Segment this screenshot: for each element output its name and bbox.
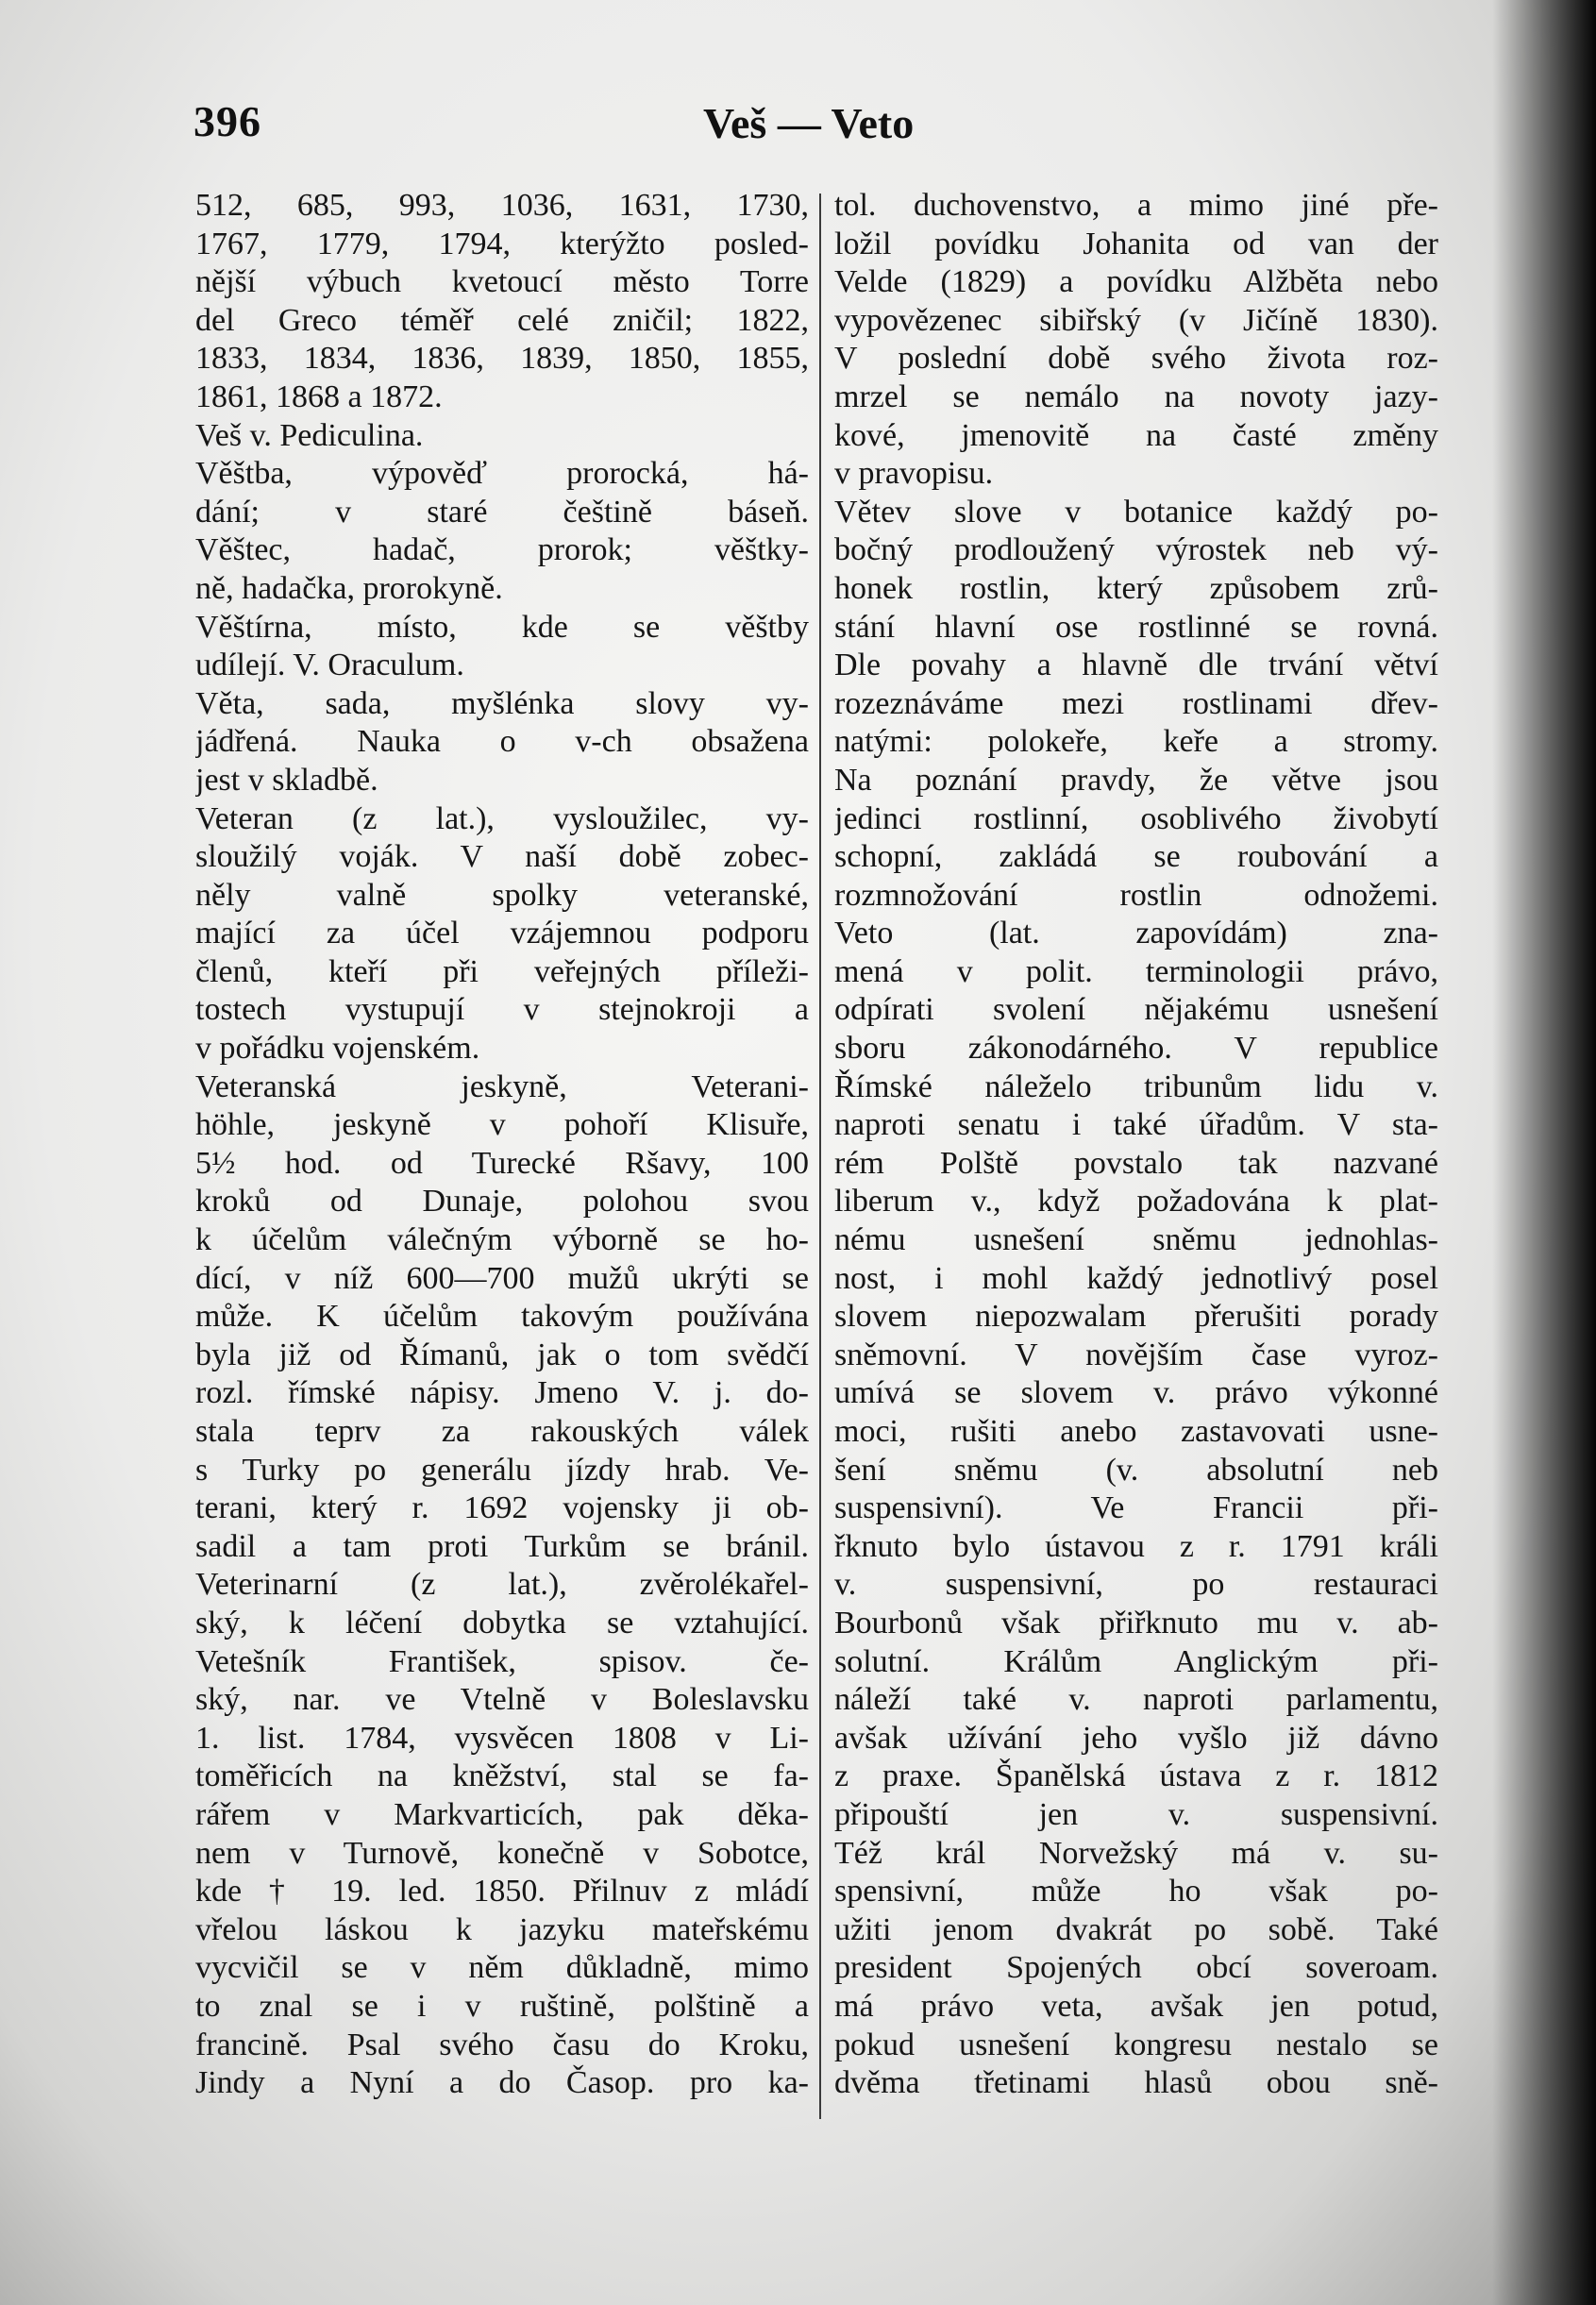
text-line: 5½ hod. od Turecké Ršavy, 100 bbox=[195, 1145, 809, 1181]
text-line: náleží také v. naproti parlamentu, bbox=[834, 1682, 1438, 1718]
text-line: v pravopisu. bbox=[834, 456, 994, 492]
text-line: vycvičil se v něm důkladně, mimo bbox=[195, 1950, 809, 1986]
text-line: ský, nar. ve Vtelně v Boleslavsku bbox=[195, 1682, 809, 1718]
text-line: odpírati svolení nějakému usnešení bbox=[834, 992, 1438, 1028]
text-line: naproti senatu i také úřadům. V sta- bbox=[834, 1107, 1438, 1143]
text-line: nem v Turnově, konečně v Sobotce, bbox=[195, 1835, 809, 1871]
text-line: kde † 19. led. 1850. Přilnuv z mládí bbox=[195, 1874, 809, 1910]
text-line: dící, v níž 600—700 mužů ukrýti se bbox=[195, 1260, 809, 1296]
page-header bbox=[193, 96, 1439, 162]
right-column bbox=[834, 187, 1438, 2103]
text-line: toměřicích na kněžství, stal se fa- bbox=[195, 1758, 809, 1794]
text-line: v. suspensivní, po restauraci bbox=[834, 1567, 1438, 1603]
text-line: solutní. Králům Anglickým při- bbox=[834, 1643, 1438, 1679]
text-line: kroků od Dunaje, polohou svou bbox=[195, 1184, 809, 1220]
text-line: Velde (1829) a povídku Alžběta nebo bbox=[834, 264, 1438, 300]
text-line: rářem v Markvarticích, pak děka- bbox=[195, 1796, 809, 1832]
text-line: terani, který r. 1692 vojensky ji ob- bbox=[195, 1490, 809, 1526]
text-line: řknuto bylo ústavou z r. 1791 králi bbox=[834, 1528, 1438, 1564]
text-line: president Spojených obcí soveroam. bbox=[834, 1950, 1438, 1986]
text-line: tostech vystupují v stejnokroji a bbox=[195, 992, 809, 1028]
text-line: nost, i mohl každý jednotlivý posel bbox=[834, 1260, 1438, 1296]
text-line: mená v polit. terminologii právo, bbox=[834, 953, 1438, 989]
text-line: 512, 685, 993, 1036, 1631, 1730, bbox=[195, 188, 809, 223]
column-divider bbox=[819, 193, 821, 2119]
text-line: schopní, zakládá se roubování a bbox=[834, 839, 1438, 875]
text-line: rozeznáváme mezi rostlinami dřev- bbox=[834, 685, 1438, 721]
text-line: dání; v staré češtině báseň. bbox=[195, 494, 809, 530]
text-line: to znal se i v ruštině, polštině a bbox=[195, 1988, 809, 2024]
text-line: rozl. římské nápisy. Jmeno V. j. do- bbox=[195, 1375, 809, 1411]
text-line: mající za účel vzájemnou podporu bbox=[195, 916, 809, 951]
text-line: Bourbonů však přiřknuto mu v. ab- bbox=[834, 1605, 1438, 1640]
text-line: Římské náleželo tribunům lidu v. bbox=[834, 1068, 1438, 1104]
text-line: sněmovní. V novějším čase vyroz- bbox=[834, 1337, 1438, 1372]
text-line: rozmnožování rostlin odnožemi. bbox=[834, 877, 1438, 913]
text-line: byla již od Římanů, jak o tom svědčí bbox=[195, 1337, 809, 1372]
text-line: sadil a tam proti Turkům se bránil. bbox=[195, 1528, 809, 1564]
text-line: 1767, 1779, 1794, kterýžto posled- bbox=[195, 226, 809, 261]
text-line: del Greco téměř celé zničil; 1822, bbox=[195, 302, 809, 338]
text-line: v pořádku vojenském. bbox=[195, 1031, 480, 1067]
text-line: liberum v., když požadována k plat- bbox=[834, 1184, 1438, 1220]
text-line: nému usnešení sněmu jednohlas- bbox=[834, 1222, 1438, 1258]
text-line: Věštba, výpověď prorocká, há- bbox=[195, 456, 809, 492]
text-line: Větev slove v botanice každý po- bbox=[834, 494, 1438, 530]
text-line: tol. duchovenstvo, a mimo jiné pře- bbox=[834, 188, 1438, 223]
text-line: Též král Norvežský má v. su- bbox=[834, 1835, 1438, 1871]
text-line: Věštec, hadač, prorok; věštky- bbox=[195, 532, 809, 568]
text-line: Veteran (z lat.), vysloužilec, vy- bbox=[195, 800, 809, 836]
text-line: Veterinarní (z lat.), zvěrolékařel- bbox=[195, 1567, 809, 1603]
page-spine-shadow bbox=[1492, 0, 1596, 2305]
text-line: umívá se slovem v. právo výkonné bbox=[834, 1375, 1438, 1411]
text-line: stala teprv za rakouských válek bbox=[195, 1414, 809, 1449]
text-line: jádřená. Nauka o v-ch obsažena bbox=[195, 724, 809, 760]
text-line: šení sněmu (v. absolutní neb bbox=[834, 1452, 1438, 1488]
text-line: k účelům válečným výborně se ho- bbox=[195, 1222, 809, 1258]
text-line: vřelou láskou k jazyku mateřskému bbox=[195, 1911, 809, 1947]
text-line: Veteranská jeskyně, Veterani- bbox=[195, 1068, 809, 1104]
text-line: s Turky po generálu jízdy hrab. Ve- bbox=[195, 1452, 809, 1488]
text-line: francině. Psal svého času do Kroku, bbox=[195, 2027, 809, 2062]
text-line: Věštírna, místo, kde se věštby bbox=[195, 609, 809, 645]
text-line: 1. list. 1784, vysvěcen 1808 v Li- bbox=[195, 1720, 809, 1756]
text-line: honek rostlin, který způsobem zrů- bbox=[834, 570, 1438, 606]
text-line: höhle, jeskyně v pohoří Klisuře, bbox=[195, 1107, 809, 1143]
text-line: stání hlavní ose rostlinné se rovná. bbox=[834, 609, 1438, 645]
text-line: připouští jen v. suspensivní. bbox=[834, 1796, 1438, 1832]
left-column bbox=[195, 187, 809, 2103]
text-line: kové, jmenovitě na časté změny bbox=[834, 417, 1438, 453]
text-line: udílejí. V. Oraculum. bbox=[195, 648, 464, 683]
text-line: z praxe. Španělská ústava z r. 1812 bbox=[834, 1758, 1438, 1794]
text-line: ně, hadačka, prorokyně. bbox=[195, 570, 503, 606]
text-line: sloužilý voják. V naší době zobec- bbox=[195, 839, 809, 875]
text-line: členů, kteří při veřejných příleži- bbox=[195, 953, 809, 989]
text-line: Veto (lat. zapovídám) zna- bbox=[834, 916, 1438, 951]
text-line: jedinci rostlinní, osoblivého živobytí bbox=[834, 800, 1438, 836]
text-line: 1833, 1834, 1836, 1839, 1850, 1855, bbox=[195, 341, 809, 377]
text-line: ložil povídku Johanita od van der bbox=[834, 226, 1438, 261]
text-line: může. K účelům takovým používána bbox=[195, 1299, 809, 1335]
text-line: má právo veta, avšak jen potud, bbox=[834, 1988, 1438, 2024]
text-line: dvěma třetinami hlasů obou sně- bbox=[834, 2065, 1438, 2101]
text-line: 1861, 1868 a 1872. bbox=[195, 379, 443, 414]
text-line: natými: polokeře, keře a stromy. bbox=[834, 724, 1438, 760]
text-line: bočný prodloužený výrostek neb vý- bbox=[834, 532, 1438, 568]
text-line: jest v skladbě. bbox=[195, 762, 378, 798]
text-line: ský, k léčení dobytka se vztahující. bbox=[195, 1605, 809, 1640]
text-line: Na poznání pravdy, že větve jsou bbox=[834, 762, 1438, 798]
text-line: mrzel se nemálo na novoty jazy- bbox=[834, 379, 1438, 414]
text-line: Veš v. Pediculina. bbox=[195, 417, 424, 453]
text-line: slovem niepozwalam přerušiti porady bbox=[834, 1299, 1438, 1335]
text-line: moci, rušiti anebo zastavovati usne- bbox=[834, 1414, 1438, 1449]
running-head: Veš — Veto bbox=[703, 99, 915, 147]
text-line: Věta, sada, myšlénka slovy vy- bbox=[195, 685, 809, 721]
text-line: rém Polště povstalo tak nazvané bbox=[834, 1145, 1438, 1181]
text-line: avšak užívání jeho vyšlo již dávno bbox=[834, 1720, 1438, 1756]
text-line: Vetešník František, spisov. če- bbox=[195, 1643, 809, 1679]
text-line: spensivní, může ho však po- bbox=[834, 1874, 1438, 1910]
text-line: sboru zákonodárného. V republice bbox=[834, 1031, 1438, 1067]
text-line: Jindy a Nyní a do Časop. pro ka- bbox=[195, 2065, 809, 2101]
text-line: vypovězenec sibiřský (v Jičíně 1830). bbox=[834, 302, 1438, 338]
text-line: suspensivní). Ve Francii při- bbox=[834, 1490, 1438, 1526]
text-line: něly valně spolky veteranské, bbox=[195, 877, 809, 913]
text-line: pokud usnešení kongresu nestalo se bbox=[834, 2027, 1438, 2062]
page-number: 396 bbox=[193, 97, 261, 145]
text-line: Dle povahy a hlavně dle trvání větví bbox=[834, 648, 1438, 683]
text-line: užiti jenom dvakrát po sobě. Také bbox=[834, 1911, 1438, 1947]
text-line: nější výbuch kvetoucí město Torre bbox=[195, 264, 809, 300]
text-line: V poslední době svého života roz- bbox=[834, 341, 1438, 377]
